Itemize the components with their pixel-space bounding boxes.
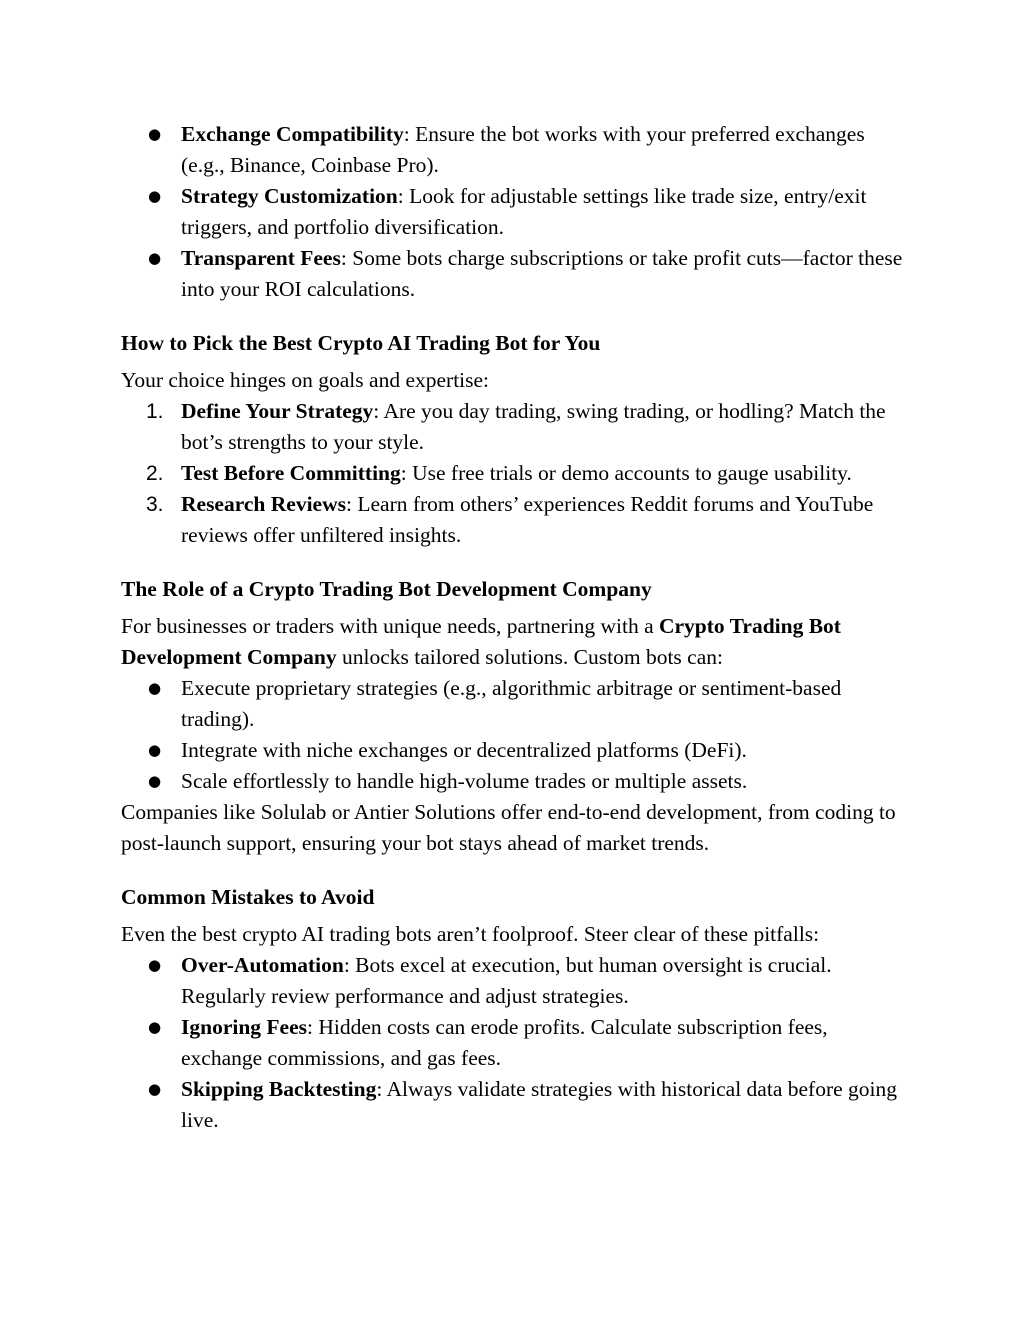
item-title: Research Reviews [181,492,346,516]
list-item [121,181,911,243]
item-text: : Learn from others’ experiences Reddit forums and YouTube reviews offer unfiltered insights. [181,492,874,547]
item-text: : Bots excel at execution, but human oversight is crucial. Regularly review performance and adjust strategies. [181,953,832,1008]
item-text: : Some bots charge subscriptions or take profit cuts—factor these into your ROI calculations. [181,246,903,301]
list-item [121,735,911,766]
section-intro [121,611,911,673]
bullet-icon: ● [148,956,162,974]
bullet-icon: ● [148,125,162,143]
bullet-icon: ● [148,249,162,267]
bullet-icon: ● [148,772,162,790]
intro-text: unlocks tailored solutions. Custom bots can: [336,645,723,669]
item-text: Execute proprietary strategies (e.g., algorithmic arbitrage or sentiment-based trading). [181,676,842,731]
list-item [121,243,911,305]
bullet-icon: ● [148,679,162,697]
feature-list [121,119,911,305]
section-intro: Your choice hinges on goals and expertise: [121,368,490,392]
item-text: Scale effortlessly to handle high-volume trades or multiple assets. [181,769,748,793]
item-text: : Always validate strategies with historical data before going live. [181,1077,897,1132]
bullet-icon: ● [148,1018,162,1036]
intro-text: For businesses or traders with unique needs, partnering with a [121,614,659,638]
list-item [121,396,911,458]
section-intro: Even the best crypto AI trading bots aren’t foolproof. Steer clear of these pitfalls: [121,922,820,946]
item-text: : Hidden costs can erode profits. Calculate subscription fees, exchange commissions, and gas fees. [181,1015,828,1070]
section-heading-pick: How to Pick the Best Crypto AI Trading Bot for You [121,331,601,355]
list-item [121,673,911,735]
item-title: Over-Automation [181,953,344,977]
item-text: : Ensure the bot works with your preferred exchanges (e.g., Binance, Coinbase Pro). [181,122,865,177]
item-number: 2. [146,462,164,485]
bullet-icon: ● [148,187,162,205]
item-text: : Are you day trading, swing trading, or hodling? Match the bot’s strengths to your style. [181,399,886,454]
list-item [121,489,911,551]
item-title: Skipping Backtesting [181,1077,377,1101]
intro-bold: Crypto Trading Bot Development Company [121,614,841,669]
item-title: Exchange Compatibility [181,122,404,146]
list-item [121,1074,911,1136]
bullet-icon: ● [148,1080,162,1098]
mistakes-list [121,950,911,1136]
item-title: Transparent Fees [181,246,341,270]
section-heading-mistakes: Common Mistakes to Avoid [121,885,375,909]
list-item [121,458,911,489]
section-heading-role: The Role of a Crypto Trading Bot Development Company [121,577,652,601]
list-item [121,119,911,181]
item-text: : Look for adjustable settings like trade size, entry/exit triggers, and portfolio diversification. [181,184,867,239]
bullet-icon: ● [148,741,162,759]
item-title: Define Your Strategy [181,399,374,423]
document-body [121,119,911,1136]
item-title: Test Before Committing [181,461,401,485]
steps-list [121,396,911,551]
list-item [121,1012,911,1074]
list-item [121,766,911,797]
capabilities-list [121,673,911,797]
item-number: 3. [146,493,164,516]
item-text: : Use free trials or demo accounts to gauge usability. [400,461,852,485]
item-number: 1. [146,400,164,423]
section-outro: Companies like Solulab or Antier Solutions offer end-to-end development, from coding to post-launch support, ensuring your bot stays ahead of market trends. [121,800,896,855]
item-title: Strategy Customization [181,184,398,208]
list-item [121,950,911,1012]
item-title: Ignoring Fees [181,1015,308,1039]
item-text: Integrate with niche exchanges or decentralized platforms (DeFi). [181,738,747,762]
